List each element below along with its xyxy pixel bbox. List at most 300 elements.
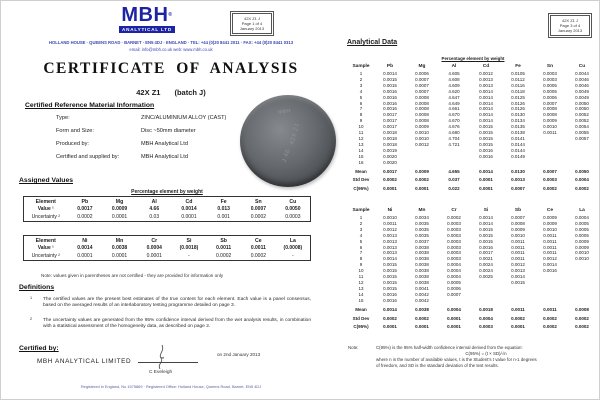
table-cell: C(95%) [353,324,369,330]
table-cell: 0.0001 [447,324,461,330]
table-cell: 0.0010 [415,130,429,136]
table-cell: 0.0009 [415,124,429,130]
table-cell: 0.0042 [415,297,429,303]
table-cell: 6 [359,100,363,106]
table-cell: 0.0001 [479,186,493,192]
table-cell: 0.0001 [383,186,397,192]
table-cell: 0.0035 [415,232,429,238]
table-cell: 0.0002 [250,252,267,259]
table-cell: 4.721 [448,141,460,147]
table-cell: 0.0014 [181,206,197,212]
table-cell: 0.0020 [383,153,397,159]
product-disc-photo [240,95,336,187]
table-cell: Value ¹ [37,245,54,251]
product-code: 42X Z1 [136,88,161,97]
table-cell: 0.0015 [479,141,493,147]
table-cell: 0.0001 [415,186,429,192]
table-cell: 0.0011 [511,250,525,256]
table-cell: 0.0010 [575,250,589,256]
table-cell: 0.022 [448,186,460,192]
table-cell: 0.0001 [479,177,493,183]
table-cell: 0.0016 [543,268,557,274]
table-cell: 0.0015 [511,279,525,285]
table-cell: 4.608 [448,76,460,82]
table-cell: 12 [358,279,364,285]
table-cell: 9 [359,262,363,268]
table-cell: 0.0006 [415,71,429,76]
disc-marking-batch: J 46 [281,148,292,164]
table-cell: 0.0009 [543,118,557,124]
definitions-heading: Definitions [19,284,55,291]
table-cell: 0.0024 [479,262,493,268]
table-cell: 0.0003 [447,226,461,232]
table-cell: 0.0050 [575,168,589,174]
table-cell: 11 [358,130,364,136]
table-cell: 0.0015 [479,238,493,244]
field-value: MBH Analytical Ltd [141,154,188,160]
table-cell: 2 [359,76,363,82]
table-cell: 0.0038 [415,244,429,250]
table-cell: 10 [358,124,364,130]
table-cell: Uncertainty ² [31,213,60,220]
table-cell: 0.0011 [216,245,232,251]
footnote-marker: 1 [30,296,33,300]
table-cell: 0.0001 [111,252,128,259]
field-label: Type: [56,115,70,121]
table-cell: 0.0038 [415,274,429,280]
table-cell: Mean [355,306,367,312]
table-cell: 0.0016 [383,94,397,100]
table-cell: 14 [358,291,364,297]
table-cell: 0.0005 [575,220,589,226]
table-cell: 4.704 [448,135,460,141]
field-label: Produced by: [56,141,89,147]
table-cell: 0.0002 [575,324,589,330]
table-cell: 0.0004 [447,306,461,312]
table-cell: 0.0038 [415,306,429,312]
table-cell: 0.0011 [543,250,557,256]
assigned-caption: Percentage element by weight [131,189,203,195]
table-cell: 0.0016 [383,291,397,297]
table-cell: Std Dev [352,177,370,183]
table-cell: 0.0050 [285,206,301,212]
table-cell: C(95%) [353,186,369,192]
table-cell: 4.605 [448,71,460,76]
table-cell: 0.0001 [447,315,461,321]
table-cell: 0.0010 [575,256,589,262]
table-cell: 0.0003 [479,324,493,330]
batch-label: (batch J) [174,88,206,97]
column-header: Sb [514,208,522,213]
table-cell: 0.0014 [479,220,493,226]
table-cell: 0.0009 [575,238,589,244]
table-cell: 0.0014 [479,112,493,118]
table-cell: 13 [358,141,364,147]
column-header: Sample [352,64,370,69]
table-cell: 5 [359,238,363,244]
table-cell: 0.0005 [447,279,461,285]
table-cell: 0.0126 [511,100,525,106]
table-cell: 0.0014 [479,168,493,174]
table-cell: 0.0008 [415,94,429,100]
table-cell: 0.0005 [543,88,557,94]
certified-by-heading: Certified by: [19,345,59,352]
table-cell: 0.0002 [216,252,232,259]
signature [151,344,173,370]
table-cell: 3 [359,82,363,88]
table-cell: 0.0008 [575,306,589,312]
table-cell: 0.0016 [479,147,493,153]
table-cell: 0.0001 [77,252,93,259]
table-row [348,183,598,192]
table-row [348,166,598,175]
analytical-table-2 [348,208,598,330]
table-cell: 0.0014 [479,215,493,220]
table-cell: 0.0015 [383,268,397,274]
column-header: Ni [82,237,88,244]
table-cell: 0.0016 [383,88,397,94]
analytical-caption: Percentage element by weight [441,56,505,61]
table-cell: 3 [359,226,363,232]
column-header: Mg [418,64,426,69]
note-line-2: where n is the number of available values, t is the Student's t value for n-1 degrees [376,357,537,363]
table-cell: 0.0002 [543,315,557,321]
table-cell: 0.0005 [575,226,589,232]
table-cell: 0.0002 [543,324,557,330]
table-cell: 0.0052 [575,118,589,124]
signer-name: C Eveleigh [149,370,173,375]
table-cell: 4.661 [448,106,460,112]
disc-marking-top: MBH [277,108,291,116]
table-cell: 0.0011 [511,306,525,312]
note-line-1: C(95%) is the 95% half-width confidence interval derived from the equation: [376,345,523,350]
table-cell: 0.0057 [575,135,589,141]
c95-formula: C(95%) = (t × SD)/√n [465,351,507,357]
table-cell: 0.0016 [479,244,493,250]
table-cell: 0.0015 [479,226,493,232]
table-cell: 0.0020 [383,159,397,165]
table-cell: 0.0050 [575,106,589,112]
table-cell: 0.0003 [543,71,557,76]
table-cell: 0.0046 [575,76,589,82]
note-line-3: of freedom, and SD is the standard deviation of the test results. [376,362,499,368]
table-cell: 0.0013 [383,232,397,238]
table-cell: 0.0017 [383,112,397,118]
table-cell: 0.0001 [146,252,162,259]
table-cell: 0.0134 [511,118,525,124]
table-cell: 0.0018 [383,130,397,136]
table-cell: 7 [359,250,363,256]
table-cell: 0.0014 [511,274,525,280]
table-cell: 4.620 [448,88,460,94]
column-header: Al [151,198,157,205]
table-cell: 0.0002 [415,315,429,321]
parentheses-note: Note: values given in parentheses are not certified - they are provided for information only [41,273,224,278]
table-cell: 0.0019 [383,147,397,153]
table-cell: 0.0049 [575,88,589,94]
table-cell: 0.0008 [415,118,429,124]
table-cell: 0.0003 [543,177,557,183]
page-reference-box [232,13,272,34]
table-cell: 0.0002 [77,213,93,220]
table-cell: 0.0014 [383,256,397,262]
table-cell: 9 [359,118,363,124]
table-cell: 0.0007 [543,168,557,174]
definition-2 [30,317,311,330]
table-cell: 0.0017 [77,206,93,212]
table-cell: 0.0118 [511,88,525,94]
table-cell: 0.0004 [146,245,162,251]
table-cell: 0.0006 [447,285,461,291]
table-cell: 0.0012 [415,141,429,147]
certificate-title: CERTIFICATE OF ANALYSIS [43,60,299,77]
table-cell: 0.0015 [383,274,397,280]
table-cell: Std Dev [352,315,370,321]
signature-date: on 2nd January 2013 [217,352,261,357]
c95-note [348,345,596,368]
table-cell: 0.0013 [479,76,493,82]
table-cell: 0.0015 [383,285,397,291]
table-cell: 0.0035 [415,226,429,232]
table-cell: 0.0007 [543,100,557,106]
table-cell: 16 [358,159,364,165]
table-cell: 0.0004 [575,177,589,183]
table-cell: 0.0016 [383,100,397,106]
table-cell: 0.0001 [511,324,525,330]
column-header: Cr [451,208,457,213]
table-cell: 0.0105 [511,71,525,76]
table-cell: 0.0035 [415,220,429,226]
table-cell: 0.0002 [250,213,267,220]
assigned-values-table-2 [23,235,311,261]
column-header: Cd [185,198,193,205]
table-row [348,304,598,313]
column-header: Si [483,208,489,213]
table-cell: 0.037 [448,177,460,183]
table-cell: 2 [359,220,363,226]
table-cell: 0.0014 [479,94,493,100]
table-cell: 0.0008 [415,100,429,106]
table-cell: 0.0011 [543,238,557,244]
table-row [348,174,598,183]
table-cell: 10 [358,268,364,274]
table-cell: 0.0007 [511,215,525,220]
column-header: Element [35,237,56,244]
table-cell: 1 [359,71,363,76]
field-value: Disc ~50mm diameter [141,128,196,134]
table-cell: 4.676 [448,124,460,130]
table-row [24,213,311,221]
table-cell: - [292,252,294,259]
table-cell: 4.680 [448,130,460,136]
column-header: Ce [255,237,262,244]
table-cell: 8 [359,256,363,262]
table-cell: 0.0003 [447,238,461,244]
table-row [24,245,311,253]
table-cell: 0.0041 [415,285,429,291]
table-cell: 0.0007 [511,186,525,192]
definition-text: The certified values are the present best estimates of the true content for each element. Each value is a panel consensus, based on the averaged results of an interlaboratory testing programme detailed on page 3. [43,297,311,308]
mbh-logo-subtext: ANALYTICAL LTD [119,26,175,34]
table-cell: 0.0014 [479,100,493,106]
ref-page: Page 1 of 4 [241,20,263,26]
table-cell: 1 [359,215,363,220]
table-cell: 0.0014 [383,306,397,312]
table-cell: 4.670 [448,118,460,124]
column-header: Mn [418,208,426,213]
table-cell: 0.0018 [479,306,493,312]
column-header: Ce [546,208,554,213]
table-cell: 0.0011 [511,238,525,244]
table-cell: 0.0037 [415,238,429,244]
crm-info-heading: Certified Reference Material Information [25,102,155,109]
table-cell: 0.0007 [415,82,429,88]
table-cell: 0.0001 [181,213,197,220]
table-cell: 0.0008 [415,112,429,118]
table-cell: 0.0034 [415,215,429,220]
table-cell: 0.0017 [383,124,397,130]
table-cell: 15 [358,153,364,159]
table-cell: 0.0130 [511,168,525,174]
table-cell: 0.0011 [383,220,397,226]
table-cell: 0.0004 [447,262,461,268]
assigned-values-heading: Assigned Values [19,177,74,184]
table-cell: 4.647 [448,94,460,100]
analytical-data-heading: Analytical Data [347,39,398,46]
table-cell: 0.0050 [575,100,589,106]
column-header: La [579,208,585,213]
table-cell: 0.0004 [479,315,493,321]
table-row [24,206,311,214]
table-cell: 0.0144 [511,141,525,147]
table-cell: 0.0005 [543,82,557,88]
table-cell: 0.0004 [575,215,589,220]
column-header: Ni [387,208,393,213]
table-cell: 0.0001 [383,324,397,330]
table-cell: 4.609 [448,82,460,88]
column-header: Sn [546,64,554,69]
field-label: Form and Size: [56,128,94,134]
table-cell: 0.0003 [447,232,461,238]
column-header: Mn [115,237,124,244]
column-header: Sample [352,208,370,213]
ref-page: Page 3 of 4 [559,22,581,28]
table-cell: 0.0001 [415,324,429,330]
table-cell: 0.0017 [479,250,493,256]
table-cell: 0.0013 [511,177,525,183]
column-header: Cd [482,64,490,69]
table-cell: 4.649 [448,100,460,106]
column-header: Fe [220,198,227,205]
registered-mark-icon: ® [168,12,173,18]
column-header: Sb [220,237,227,244]
table-cell: 0.0016 [383,297,397,303]
table-row [348,208,598,215]
company-address: HOLLAND HOUSE · QUEENS ROAD · BARNET · EN5 4DJ · ENGLAND · TEL: +44 (0)20 8441 2011 · FAX: +44 (0)20 8441 0313 [48,40,294,45]
table-cell: 0.0052 [575,112,589,118]
table-cell: 0.0138 [511,130,525,136]
column-header: Si [186,237,192,244]
table-cell: 0.0024 [479,268,493,274]
table-cell: 0.0011 [543,306,557,312]
table-cell: 0.0016 [479,153,493,159]
table-cell: 8 [359,112,363,118]
mbh-logo-text: MBH® [121,4,173,26]
table-cell: Uncertainty ² [31,252,60,259]
definition-1 [30,296,311,309]
table-cell: 0.0006 [543,94,557,100]
table-cell: 0.0003 [447,250,461,256]
table-cell: 0.03 [149,213,160,220]
page-reference-box [550,15,590,36]
table-row [24,197,311,206]
table-cell: 4.670 [448,112,460,118]
table-cell: Value ¹ [37,206,54,212]
registration-footer: Registered in England, No 1575869 · Registered Office: Holland House, Queens Road, Barnet, EN5 4DJ [80,384,262,389]
table-cell: 0.0011 [511,256,525,262]
table-cell: 0.0014 [479,118,493,124]
table-cell: 0.0007 [415,76,429,82]
table-cell: 0.0008 [543,112,557,118]
table-cell: 0.0003 [447,244,461,250]
field-value: MBH Analytical Ltd [141,141,188,147]
table-cell: 0.0007 [415,88,429,94]
table-cell: 0.0003 [543,76,557,82]
mbh-logo [119,5,175,33]
table-cell: 0.001 [217,213,230,220]
table-cell: 0.0141 [511,135,525,141]
table-row [348,321,598,330]
table-cell: 0.0002 [383,315,397,321]
table-cell: 4 [359,232,363,238]
table-cell: (0.0018) [179,245,199,251]
table-cell: 0.0015 [383,82,397,88]
assigned-values-table-1 [23,196,311,222]
table-cell: 0.0005 [575,232,589,238]
definition-text: The uncertainty values are generated from the 95% confidence interval derived from the wet analysis results, in combination with a statistical assessment of the homogeneity data, as described on page 2. [43,318,311,329]
table-cell: 0.0130 [511,112,525,118]
table-cell: 15 [358,297,364,303]
table-row [348,313,598,322]
table-cell: 0.0012 [543,256,557,262]
table-cell: 0.0025 [479,274,493,280]
table-cell: 0.0038 [415,262,429,268]
table-cell: - [188,252,190,259]
table-cell: 0.0015 [479,232,493,238]
note-label: Note: [348,345,359,350]
table-cell: 0.0049 [575,94,589,100]
table-cell: 0.0009 [543,215,557,220]
footnote-marker: 2 [30,317,33,321]
table-cell: 0.0003 [285,213,301,220]
table-cell: 0.0001 [111,213,128,220]
table-cell: 0.0002 [575,315,589,321]
table-cell: 0.0011 [543,232,557,238]
table-cell: 13 [358,285,364,291]
table-cell: 0.0021 [479,256,493,262]
table-cell: 0.0002 [543,186,557,192]
company-contact: email: info@mbh.co.uk web: www.mbh.co.uk [129,47,213,52]
column-header: Element [35,198,56,205]
table-cell: 0.0013 [479,82,493,88]
table-cell: 0.0044 [575,71,589,76]
table-cell: 0.0116 [511,82,525,88]
column-header: Pb [386,64,394,69]
table-cell: 0.0126 [511,106,525,112]
table-cell: 0.0009 [415,168,429,174]
table-cell: 0.0135 [511,124,525,130]
table-cell: 0.0007 [250,206,267,212]
